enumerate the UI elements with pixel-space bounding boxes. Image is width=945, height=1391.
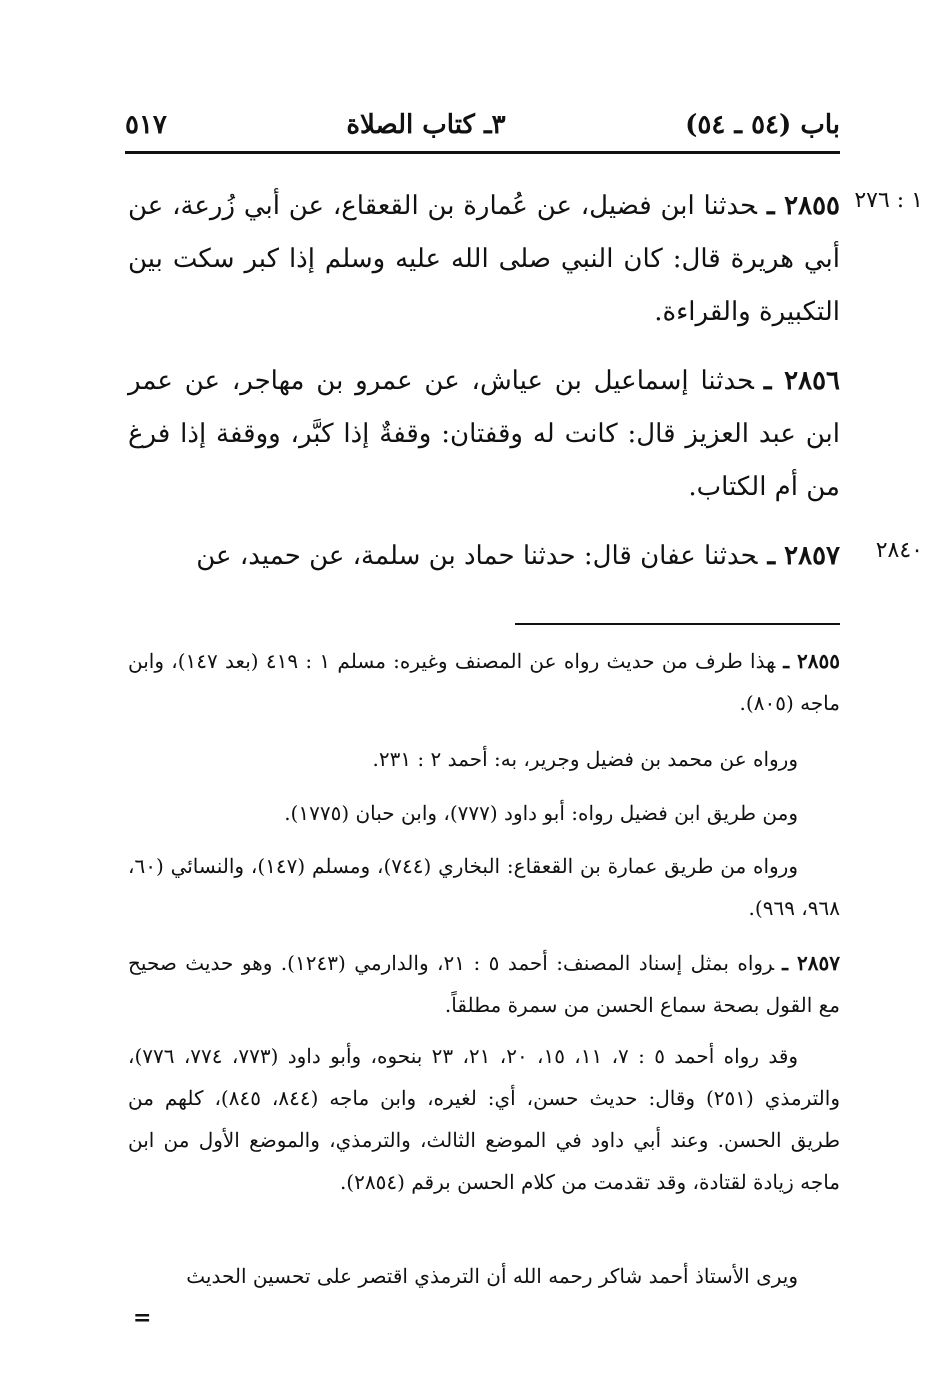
chapter-heading: باب (٥٤ ـ ٥٤) [685, 110, 840, 140]
footnote-separator [515, 623, 840, 625]
hadith-2857 [128, 530, 840, 583]
footnote-paragraph: ورواه من طريق عمارة بن القعقاع: البخاري (٧٤٤)، ومسلم (١٤٧)، والنسائي (٦٠، ٩٦٨، ٩٦٩). [128, 854, 840, 920]
hadith-text: حدثنا إسماعيل بن عياش، عن عمرو بن مهاجر، عن عمر ابن عبد العزيز قال: كانت له وقفتان: وقفةٌ إذا كبَّر، ووقفة إذا فرغ من أم الكتاب. [128, 366, 840, 502]
continuation-mark: = [133, 1305, 152, 1331]
footnote-paragraph: وقد رواه أحمد ٥ : ٧، ١١، ١٥، ٢٠، ٢١، ٢٣ بنحوه، وأبو داود (٧٧٣، ٧٧٤، ٧٧٦)، والترمذي (٢٥١) وقال: حديث حسن، أي: لغيره، وابن ماجه (٨٤٤، ٨٤٥)، كلهم من طريق الحسن. وعند أبي داود في الموضع الثالث، والترمذي، والموضع الأول من ابن ماجه زيادة لقتادة، وقد تقدمت من كلام الحسن برقم (٢٨٥٤). [128, 1044, 840, 1194]
footnote-paragraph: ورواه عن محمد بن فضيل وجرير، به: أحمد ٢ : ٢٣١. [372, 747, 798, 771]
footnote-number: ٢٨٥٧ ـ [782, 951, 840, 975]
header-rule [125, 151, 840, 154]
footnote-paragraph: ويرى الأستاذ أحمد شاكر رحمه الله أن الترمذي اقتصر على تحسين الحديث [186, 1264, 798, 1288]
footnote-paragraph: ومن طريق ابن فضيل رواه: أبو داود (٧٧٧)، وابن حبان (١٧٧٥). [284, 801, 798, 825]
footnote-2855 [128, 640, 840, 724]
margin-reference-volume-page: ١ : ٢٧٦ [854, 188, 923, 213]
hadith-number: ٢٨٥٧ ـ [767, 541, 840, 571]
page-number: ٥١٧ [125, 110, 167, 140]
footnote-text: رواه بمثل إسناد المصنف: أحمد ٥ : ٢١، والدارمي (١٢٤٣). وهو حديث صحيح مع القول بصحة سماع الحسن من سمرة مطلقاً. [128, 951, 840, 1017]
running-header [125, 105, 840, 145]
footnote-2857 [128, 942, 840, 1026]
footnote-number: ٢٨٥٥ ـ [783, 649, 841, 673]
hadith-number: ٢٨٥٥ ـ [766, 191, 841, 221]
book-title: ٣ـ كتاب الصلاة [346, 110, 506, 140]
footnote-text: هذا طرف من حديث رواه عن المصنف وغيره: مسلم ١ : ٤١٩ (بعد ١٤٧)، وابن ماجه (٨٠٥). [128, 649, 840, 715]
hadith-text: حدثنا ابن فضيل، عن عُمارة بن القعقاع، عن أبي زُرعة، عن أبي هريرة قال: كان النبي صلى الله عليه وسلم إذا كبر سكت بين التكبيرة والقراءة. [128, 191, 840, 327]
hadith-2855 [128, 180, 840, 339]
hadith-number: ٢٨٥٦ ـ [763, 366, 841, 396]
hadith-2856 [128, 355, 840, 514]
hadith-text: حدثنا عفان قال: حدثنا حماد بن سلمة، عن حميد، عن [196, 541, 758, 571]
margin-reference-number: ٢٨٤٠ [875, 538, 923, 563]
